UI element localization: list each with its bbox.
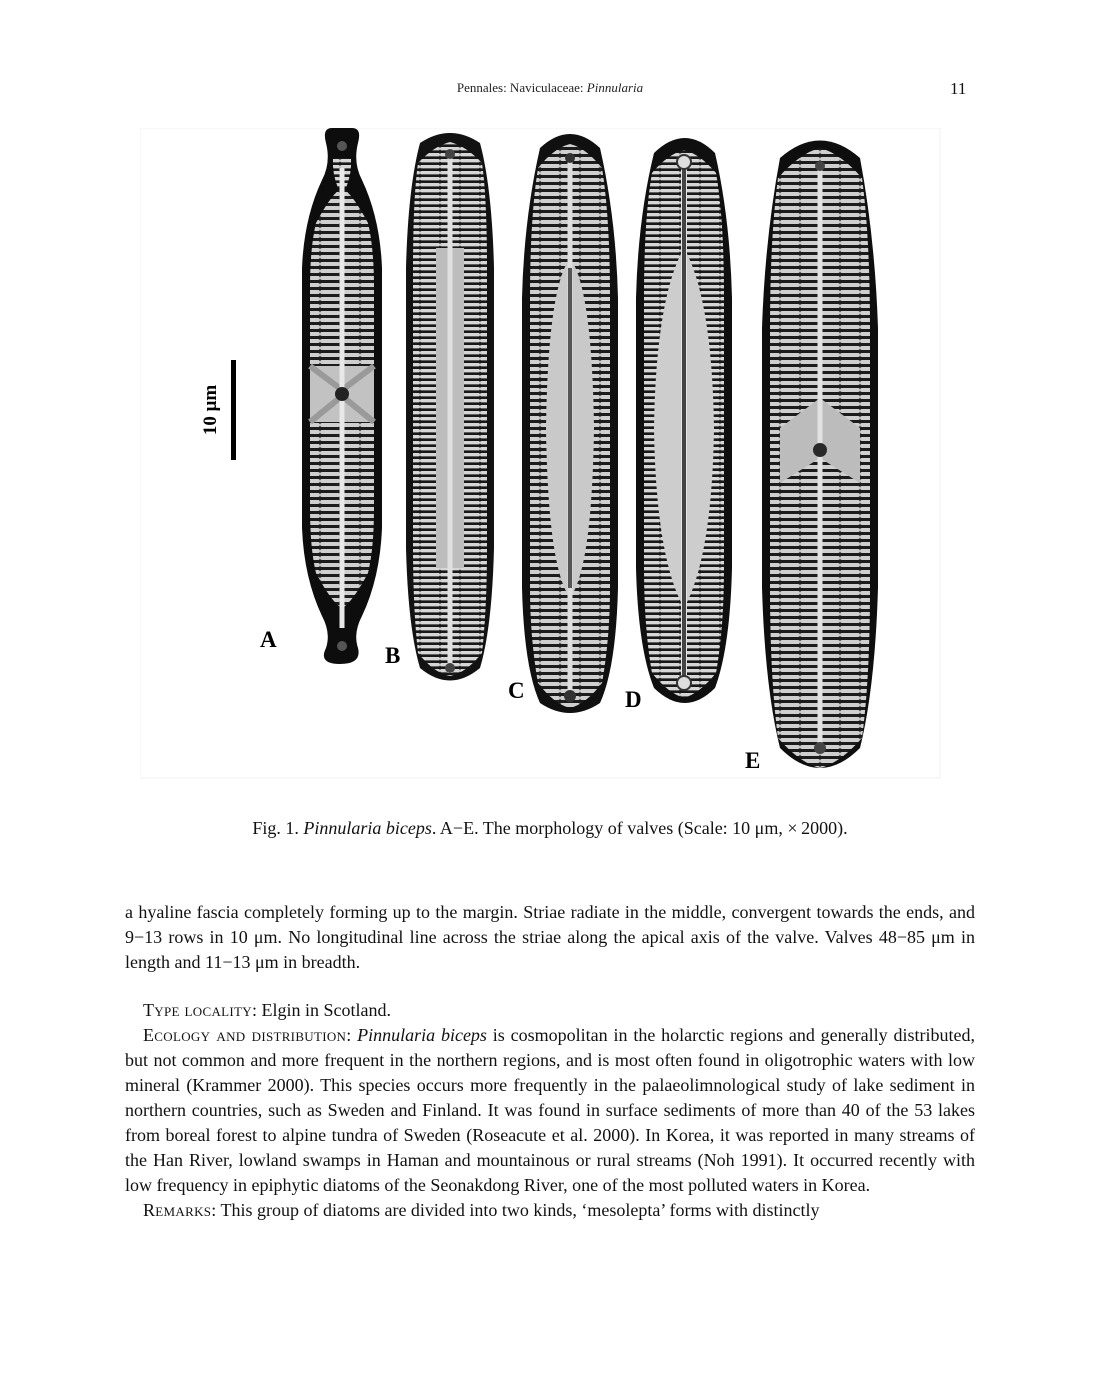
remarks-text: : This group of diatoms are divided into two kinds, ‘mesolepta’ forms with distinctly	[211, 1200, 820, 1220]
ecology-text: is cosmopolitan in the holarctic regions and generally distributed, but not common and more frequent in the northern regions, and is most often found in oligotrophic waters with low mineral (Krammer 2000). This species occurs more frequently in the palaeolimnological study of lake sediment in northern countries, such as Sweden and Finland. It was found in surface sediments of more than 40 of the 53 lakes from boreal forest to alpine tundra of Sweden (Roseacute et al. 2000). In Korea, it was reported in many streams of the Han River, lowland swamps in Haman and mountainous or rural streams (Noh 1991). It occurred recently with low frequency in epiphytic diatoms of the Seonakdong River, one of the most polluted waters in Korea.	[125, 1025, 975, 1195]
valve-d	[636, 138, 732, 703]
page-number: 11	[950, 79, 967, 98]
panel-label-d: D	[625, 687, 642, 712]
caption-text: . A−E. The morphology of valves (Scale: 10 μm, × 2000).	[431, 818, 848, 838]
figure-caption	[0, 818, 1100, 839]
paragraph-1-text: a hyaline fascia completely forming up to the margin. Striae radiate in the middle, convergent towards the ends, and 9−13 rows in 10 μm. No longitudinal line across the striae along the apical axis of the valve. Valves 48−85 μm in length and 11−13 μm in breadth.	[125, 902, 975, 972]
body-sections	[125, 998, 975, 1223]
scale-bar	[200, 360, 236, 460]
panel-label-a: A	[260, 627, 277, 652]
panel-label-b: B	[385, 643, 401, 668]
remarks-heading: Remarks	[143, 1200, 212, 1220]
type-locality-paragraph	[125, 998, 975, 1023]
running-head-text: Pennales: Naviculaceae:	[456, 80, 587, 95]
valve-b	[406, 133, 494, 681]
scale-bar-label: 10 μm	[200, 384, 221, 436]
ecology-heading: Ecology and distribution	[143, 1025, 347, 1045]
valve-a	[302, 128, 382, 664]
panel-label-c: C	[508, 678, 525, 703]
type-locality-text: : Elgin in Scotland.	[251, 1000, 391, 1020]
remarks-paragraph	[125, 1198, 975, 1223]
ecology-species: Pinnularia biceps	[357, 1025, 487, 1045]
type-locality-heading: Type locality	[143, 1000, 252, 1020]
caption-fig-label: Fig. 1.	[252, 818, 299, 838]
caption-species: Pinnularia biceps	[303, 818, 432, 838]
running-head-genus: Pinnularia	[586, 80, 644, 95]
valve-c	[522, 134, 618, 713]
ecology-paragraph	[125, 1023, 975, 1198]
valve-e	[762, 141, 878, 769]
figure-plate	[140, 128, 960, 788]
body-paragraph-1	[125, 900, 975, 975]
running-head	[0, 80, 1100, 96]
ecology-colon: :	[346, 1025, 358, 1045]
panel-label-e: E	[745, 748, 761, 773]
